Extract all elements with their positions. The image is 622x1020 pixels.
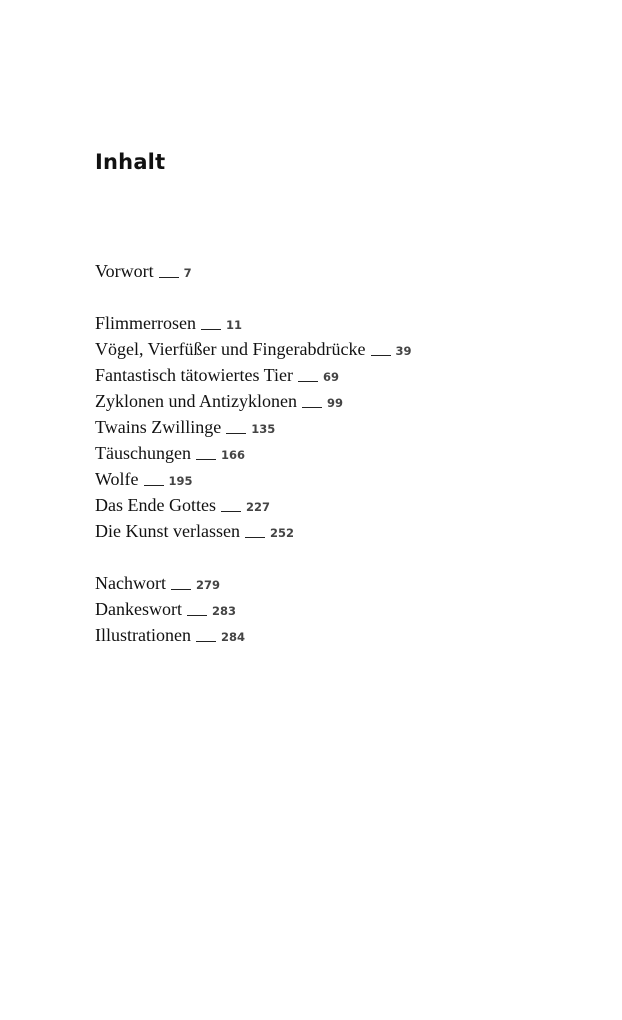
toc-entry-page: 227 [245, 500, 270, 514]
toc-group-front [95, 258, 412, 284]
toc-entry-page: 283 [211, 604, 236, 618]
toc-entry-title: Die Kunst verlassen [95, 521, 240, 541]
toc-entry-page: 69 [322, 370, 339, 384]
toc-entry-page: 11 [226, 318, 243, 332]
toc-entry-title: Twains Zwillinge [95, 417, 222, 437]
toc-separator [302, 407, 322, 408]
toc-entry [95, 440, 412, 466]
toc-entry-title: Das Ende Gottes [95, 495, 216, 515]
toc-entry [95, 492, 412, 518]
toc-entry-title: Dankeswort [95, 599, 182, 619]
toc-entry-title: Täuschungen [95, 443, 191, 463]
toc-entry [95, 622, 412, 648]
toc-separator [196, 641, 216, 642]
toc-group-chapters [95, 310, 412, 544]
toc-entry-title: Zyklonen und Antizyklonen [95, 391, 297, 411]
toc-entry [95, 388, 412, 414]
toc-separator [159, 277, 179, 278]
toc-entry-page: 7 [183, 266, 192, 280]
toc-entry-title: Fantastisch tätowiertes Tier [95, 365, 293, 385]
toc-entry-title: Wolfe [95, 469, 139, 489]
toc-separator [144, 485, 164, 486]
toc-group-back [95, 570, 412, 648]
toc-entry [95, 336, 412, 362]
toc-entry-page: 279 [195, 578, 220, 592]
toc-entry [95, 362, 412, 388]
toc-entry [95, 570, 412, 596]
toc-separator [298, 381, 318, 382]
toc-separator [187, 615, 207, 616]
toc-entry-title: Vorwort [95, 261, 154, 281]
toc-entry [95, 258, 412, 284]
toc-separator [221, 511, 241, 512]
toc-separator [226, 433, 246, 434]
toc-entry-page: 39 [395, 344, 412, 358]
toc-entry-page: 252 [269, 526, 294, 540]
toc-heading: Inhalt [95, 150, 166, 174]
toc-separator [371, 355, 391, 356]
toc-separator [245, 537, 265, 538]
toc-entry-title: Illustrationen [95, 625, 191, 645]
toc-entry-page: 135 [251, 422, 276, 436]
toc-entry [95, 466, 412, 492]
toc-entry-title: Nachwort [95, 573, 166, 593]
toc-entry [95, 518, 412, 544]
toc-entry-page: 166 [220, 448, 245, 462]
toc-entry-title: Vögel, Vierfüßer und Fingerabdrücke [95, 339, 366, 359]
toc-entry-title: Flimmerrosen [95, 313, 196, 333]
table-of-contents [95, 258, 412, 674]
toc-separator [196, 459, 216, 460]
toc-separator [171, 589, 191, 590]
toc-separator [201, 329, 221, 330]
toc-entry [95, 414, 412, 440]
toc-entry [95, 596, 412, 622]
toc-entry-page: 284 [220, 630, 245, 644]
toc-entry [95, 310, 412, 336]
toc-entry-page: 99 [326, 396, 343, 410]
toc-entry-page: 195 [168, 474, 193, 488]
